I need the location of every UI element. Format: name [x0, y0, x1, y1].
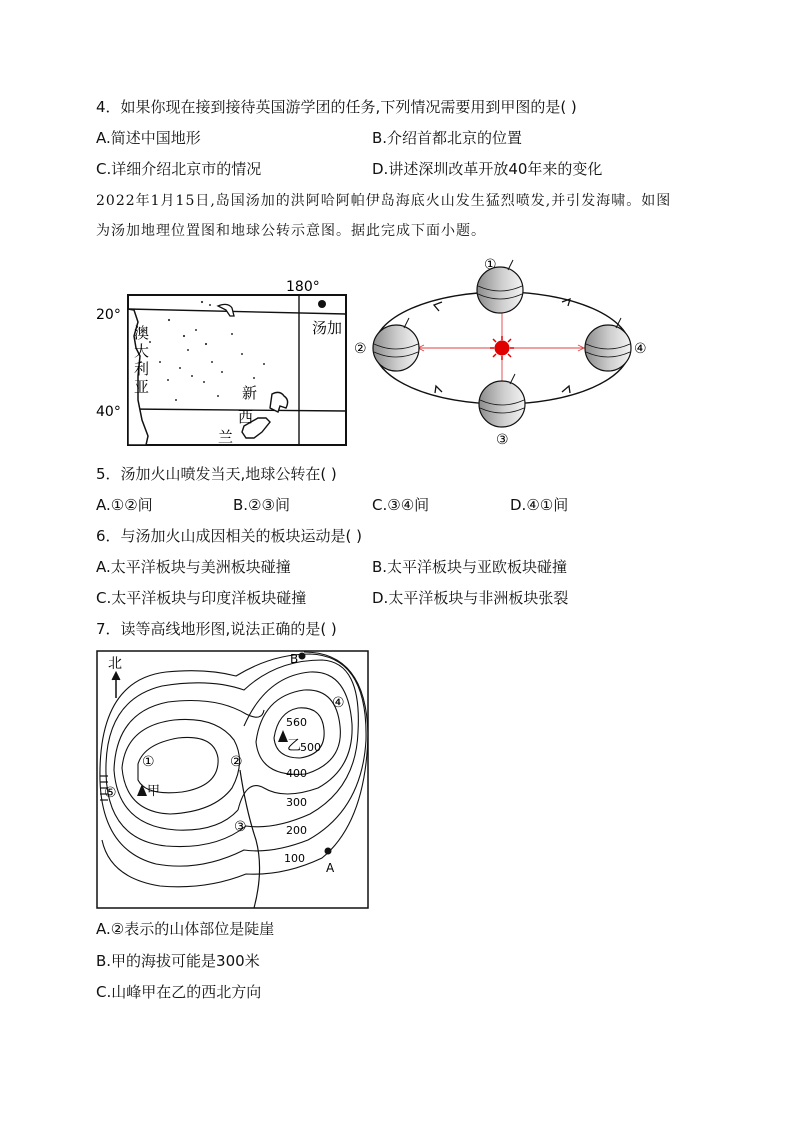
marker-1: ①	[142, 754, 155, 770]
peak-yi-label: 乙	[287, 738, 301, 754]
q7-option-b[interactable]: B.甲的海拔可能是300米	[96, 952, 260, 970]
q5-option-d[interactable]: D.④①间	[510, 496, 569, 514]
elev-560: 560	[286, 716, 307, 729]
australia-label-3: 利	[134, 360, 150, 378]
context-line-2: 为汤加地理位置图和地球公转示意图。据此完成下面小题。	[96, 223, 486, 239]
orbit-position-1: ①	[484, 257, 497, 273]
q7-option-a[interactable]: A.②表示的山体部位是陡崖	[96, 920, 275, 938]
earth-globe-4	[585, 318, 631, 371]
map-frame	[128, 295, 346, 445]
earth-globe-2	[373, 318, 419, 371]
orbit-position-3: ③	[496, 432, 509, 448]
marker-5: ⑤	[104, 785, 117, 801]
q5-option-b[interactable]: B.②③间	[233, 496, 290, 514]
tonga-location-map	[94, 272, 354, 450]
lon-180-label: 180°	[286, 279, 320, 295]
point-a-marker	[325, 848, 332, 855]
orbit-position-2: ②	[354, 341, 367, 357]
marker-2: ②	[230, 754, 243, 770]
q7-option-c[interactable]: C.山峰甲在乙的西北方向	[96, 983, 262, 1001]
q6-option-a[interactable]: A.太平洋板块与美洲板块碰撞	[96, 558, 291, 576]
q7-stem: 7．读等高线地形图,说法正确的是( )	[96, 620, 337, 638]
elev-200: 200	[286, 824, 307, 837]
q4-stem: 4．如果你现在接到接待英国游学团的任务,下列情况需要用到甲图的是( )	[96, 98, 577, 116]
q5-option-a[interactable]: A.①②间	[96, 496, 153, 514]
elev-400: 400	[286, 767, 307, 780]
marker-3: ③	[234, 819, 247, 835]
point-a-label: A	[326, 861, 335, 875]
orbit-arrow-bottom-right	[562, 386, 570, 393]
orbit-arrow-top-right	[562, 299, 570, 306]
lat-40-label: 40°	[96, 404, 121, 420]
q4-option-a[interactable]: A.简述中国地形	[96, 129, 201, 147]
q6-option-c[interactable]: C.太平洋板块与印度洋板块碰撞	[96, 589, 307, 607]
australia-label-4: 亚	[134, 378, 150, 396]
elev-500: 500	[300, 741, 321, 754]
nz-label-3: 兰	[218, 428, 234, 446]
elev-300: 300	[286, 796, 307, 809]
q6-option-b[interactable]: B.太平洋板块与亚欧板块碰撞	[372, 558, 568, 576]
q6-stem: 6．与汤加火山成因相关的板块运动是( )	[96, 527, 363, 545]
marker-4: ④	[332, 695, 345, 711]
earth-globe-3	[479, 374, 525, 427]
tonga-label: 汤加	[312, 319, 343, 337]
nz-label-2: 西	[238, 408, 254, 426]
orbit-arrow-bottom-left	[435, 386, 442, 393]
north-label: 北	[108, 656, 122, 672]
q5-stem: 5．汤加火山喷发当天,地球公转在( )	[96, 465, 337, 483]
peak-jia-label: 甲	[147, 784, 161, 799]
point-b-label: B	[290, 652, 299, 666]
lat-20-label: 20°	[96, 307, 121, 323]
tonga-marker	[318, 300, 326, 308]
q4-option-b[interactable]: B.介绍首都北京的位置	[372, 129, 523, 147]
orbit-position-4: ④	[634, 341, 647, 357]
contour-map	[96, 650, 370, 910]
point-b-marker	[299, 653, 306, 660]
orbit-arrow-top-left	[434, 302, 442, 311]
sun-icon	[490, 336, 514, 360]
q4-option-d[interactable]: D.讲述深圳改革开放40年来的变化	[372, 160, 603, 178]
nz-label-1: 新	[242, 384, 258, 402]
context-line-1: 2022年1月15日,岛国汤加的洪阿哈阿帕伊岛海底火山发生猛烈喷发,并引发海啸。如图	[96, 193, 672, 209]
australia-label-1: 澳	[134, 324, 150, 342]
elev-100: 100	[284, 852, 305, 865]
q6-option-d[interactable]: D.太平洋板块与非洲板块张裂	[372, 589, 569, 607]
q4-option-c[interactable]: C.详细介绍北京市的情况	[96, 160, 262, 178]
earth-revolution-diagram	[350, 252, 660, 448]
australia-label-2: 大	[134, 342, 150, 360]
q5-option-c[interactable]: C.③④间	[372, 496, 430, 514]
